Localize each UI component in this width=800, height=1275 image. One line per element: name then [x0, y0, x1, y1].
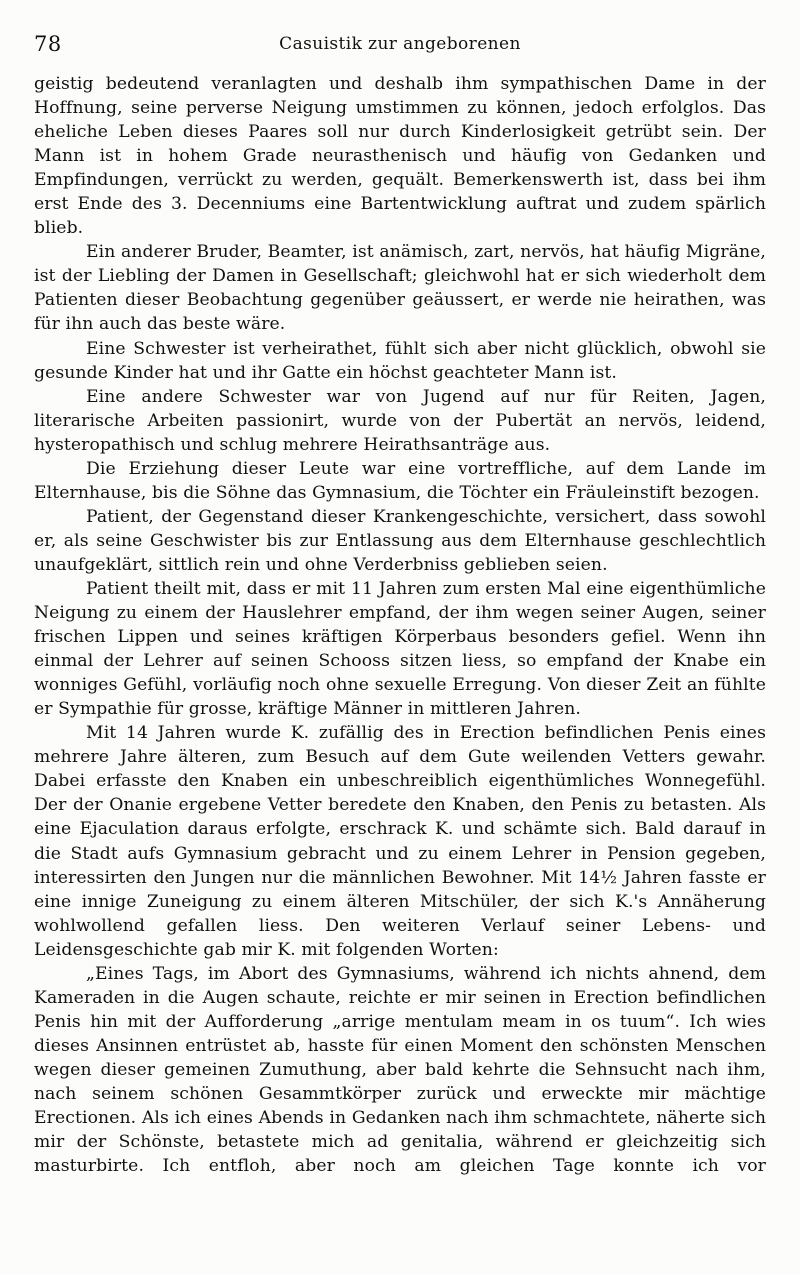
paragraph-8: Mit 14 Jahren wurde K. zufällig des in Erection befindlichen Penis eines mehrere Jahre älteren, zum Besuch auf dem Gute weilenden Vetters gewahr. Dabei erfasste den Knaben ein unbeschreiblich eigenthümliches Wonnegefühl. Der der Onanie ergebene Vetter beredete den Knaben, den Penis zu betasten. Als eine Ejaculation daraus erfolgte, erschrack K. und schämte sich. Bald darauf in die Stadt aufs Gymnasium gebracht und zu einem Lehrer in Pension gegeben, interessirten den Jungen nur die männlichen Bewohner. Mit 14½ Jahren fasste er eine innige Zuneigung zu einem älteren Mitschüler, der sich K.'s Annäherung wohlwollend gefallen liess. Den weiteren Verlauf seiner Lebens- und Leidensgeschichte gab mir K. mit folgenden Worten: [34, 723, 766, 960]
paragraph-5: Die Erziehung dieser Leute war eine vortreffliche, auf dem Lande im Elternhause, bis die Söhne das Gymnasium, die Töchter ein Fräuleinstift bezogen. [34, 458, 766, 503]
page-number: 78 [34, 32, 62, 56]
book-page [34, 28, 766, 1258]
paragraph-1: geistig bedeutend veranlagten und deshalb ihm sympathischen Dame in der Hoffnung, seine perverse Neigung umstimmen zu können, jedoch erfolglos. Das eheliche Leben dieses Paares soll nur durch Kinderlosigkeit getrübt sein. Der Mann ist in hohem Grade neurasthenisch und häufig von Gedanken und Empfindungen, verrückt zu werden, gequält. Bemerkenswerth ist, dass bei ihm erst Ende des 3. Decenniums eine Bartentwicklung auftrat und zudem spärlich blieb. [34, 74, 766, 239]
paragraph-9: „Eines Tags, im Abort des Gymnasiums, während ich nichts ahnend, dem Kameraden in die Augen schaute, reichte er mir seinen in Erection befindlichen Penis hin mit der Aufforderung „arrige mentulam meam in os tuum“. Ich wies dieses Ansinnen entrüstet ab, hasste für einen Moment den schönsten Menschen wegen dieser gemeinen Zumuthung, aber bald kehrte die Sehnsucht nach ihm, nach seinem schönen Gesammtkörper zurück und erweckte mir mächtige Erectionen. Als ich eines Abends in Gedanken nach ihm schmachtete, näherte sich mir der Schönste, betastete mich ad genitalia, während er gleichzeitig sich masturbirte. Ich entfloh, aber noch am gleichen Tage konnte ich vor [34, 963, 766, 1177]
paragraph-6: Patient, der Gegenstand dieser Krankengeschichte, versichert, dass sowohl er, als seine Geschwister bis zur Entlassung aus dem Elternhause geschlechtlich unaufgeklärt, sittlich rein und ohne Verderbniss geblieben seien. [34, 506, 766, 575]
paragraph-3: Eine Schwester ist verheirathet, fühlt sich aber nicht glücklich, obwohl sie gesunde Kinder hat und ihr Gatte ein höchst geachteter Mann ist. [34, 338, 766, 383]
paragraph-2: Ein anderer Bruder, Beamter, ist anämisch, zart, nervös, hat häufig Migräne, ist der Liebling der Damen in Gesellschaft; gleichwohl hat er sich wiederholt dem Patienten dieser Beobachtung gegenüber geäussert, er werde nie heirathen, was für ihn auch das beste wäre. [34, 242, 766, 335]
paragraph-7: Patient theilt mit, dass er mit 11 Jahren zum ersten Mal eine eigenthümliche Neigung zu einem der Hauslehrer empfand, der ihm wegen seiner Augen, seiner frischen Lippen und seines kräftigen Körperbaus besonders gefiel. Wenn ihn einmal der Lehrer auf seinen Schooss sitzen liess, so empfand der Knabe ein wonniges Gefühl, vorläufig noch ohne sexuelle Erregung. Von dieser Zeit an fühlte er Sympathie für grosse, kräftige Männer in mittleren Jahren. [34, 578, 766, 720]
body-text [34, 72, 766, 1178]
running-head [34, 28, 766, 62]
running-title: Casuistik zur angeborenen [279, 34, 521, 54]
paragraph-4: Eine andere Schwester war von Jugend auf nur für Reiten, Jagen, literarische Arbeiten passionirt, wurde von der Pubertät an nervös, leidend, hysteropathisch und schlug mehrere Heirathsanträge aus. [34, 386, 766, 455]
